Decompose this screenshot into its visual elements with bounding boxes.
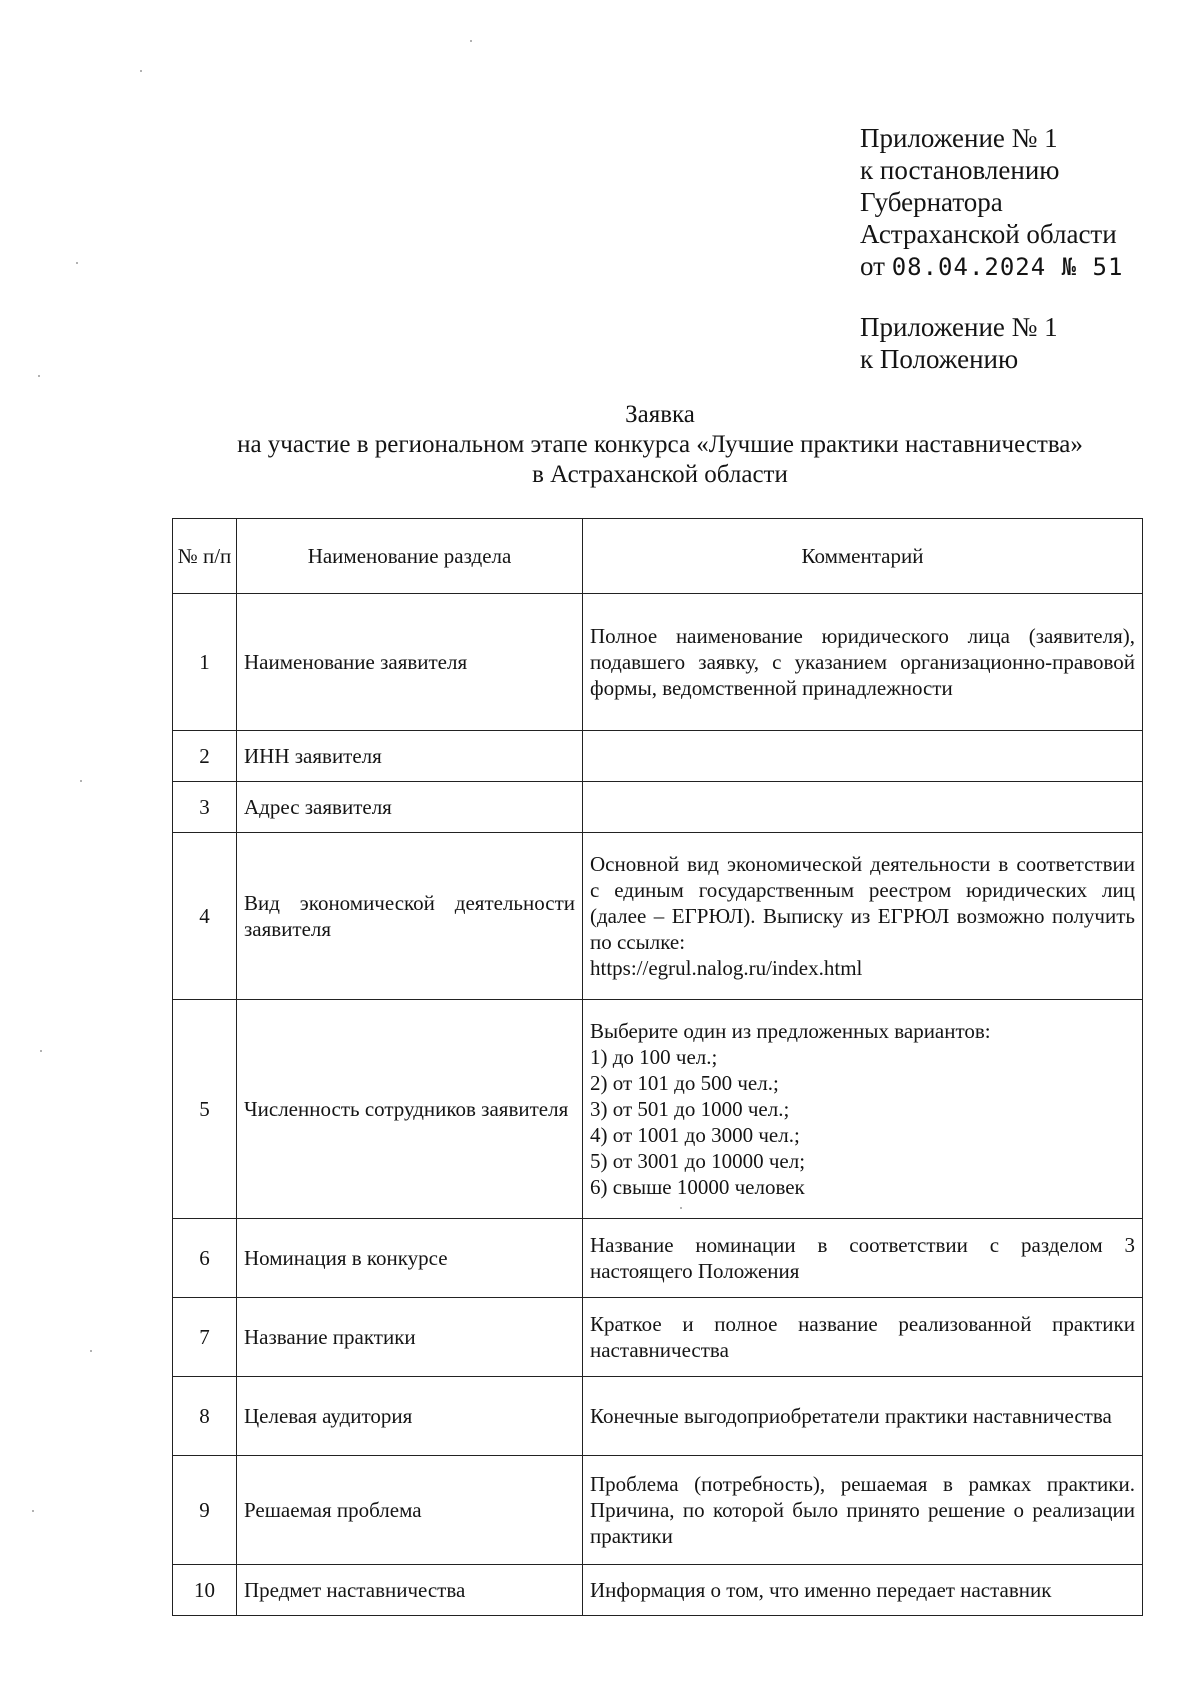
order-date-line bbox=[860, 250, 1123, 283]
table-row bbox=[173, 1377, 1143, 1456]
row-section-name: Вид экономической деятельности заявителя bbox=[237, 833, 583, 1000]
row-number: 3 bbox=[173, 782, 237, 833]
row-comment: Название номинации в соответствии с разделом 3 настоящего Положения bbox=[583, 1219, 1143, 1298]
row-comment: Проблема (потребность), решаемая в рамках практики. Причина, по которой было принято решение о реализации практики bbox=[583, 1456, 1143, 1565]
row-comment bbox=[583, 1000, 1143, 1219]
table-row bbox=[173, 1565, 1143, 1616]
scan-speck bbox=[32, 1510, 34, 1512]
appendix-line: Приложение № 1 bbox=[860, 123, 1058, 153]
row-number: 10 bbox=[173, 1565, 237, 1616]
row-comment bbox=[583, 731, 1143, 782]
row-section-name: ИНН заявителя bbox=[237, 731, 583, 782]
row-section-name: Название практики bbox=[237, 1298, 583, 1377]
row-number: 2 bbox=[173, 731, 237, 782]
row-number: 8 bbox=[173, 1377, 237, 1456]
comment-line: Выберите один из предложенных вариантов: bbox=[590, 1019, 991, 1043]
row-section-name: Адрес заявителя bbox=[237, 782, 583, 833]
option-item: 4) от 1001 до 3000 чел.; bbox=[590, 1123, 800, 1147]
row-number: 1 bbox=[173, 594, 237, 731]
row-number: 5 bbox=[173, 1000, 237, 1219]
appendix-line: Астраханской области bbox=[860, 219, 1117, 249]
comment-line: Основной вид экономической деятельности в соответствии с единым государственным реестром юридических лиц (далее – ЕГРЮЛ). Выписку из ЕГРЮЛ возможно получить по ссылке: bbox=[590, 852, 1135, 954]
option-item: 6) свыше 10000 человек bbox=[590, 1175, 805, 1199]
row-number: 4 bbox=[173, 833, 237, 1000]
row-comment bbox=[583, 833, 1143, 1000]
scan-speck bbox=[38, 375, 40, 377]
appendix-line: к Положению bbox=[860, 344, 1019, 374]
egrul-link: https://egrul.nalog.ru/index.html bbox=[590, 956, 863, 980]
appendix-to-regulation bbox=[860, 311, 1058, 375]
table-row bbox=[173, 1298, 1143, 1377]
title-line: в Астраханской области bbox=[532, 461, 788, 488]
row-section-name: Целевая аудитория bbox=[237, 1377, 583, 1456]
row-number: 6 bbox=[173, 1219, 237, 1298]
row-comment: Краткое и полное название реализованной практики наставничества bbox=[583, 1298, 1143, 1377]
scan-speck bbox=[90, 1350, 92, 1352]
document-title bbox=[160, 400, 1160, 490]
header-number: № п/п bbox=[173, 519, 237, 594]
appendix-line: Губернатора bbox=[860, 187, 1003, 217]
row-comment: Информация о том, что именно передает наставник bbox=[583, 1565, 1143, 1616]
option-item: 1) до 100 чел.; bbox=[590, 1045, 718, 1069]
table-row bbox=[173, 731, 1143, 782]
row-number: 7 bbox=[173, 1298, 237, 1377]
option-item: 5) от 3001 до 10000 чел; bbox=[590, 1149, 806, 1173]
scan-speck bbox=[140, 70, 142, 72]
row-section-name: Наименование заявителя bbox=[237, 594, 583, 731]
row-section-name: Численность сотрудников заявителя bbox=[237, 1000, 583, 1219]
table-row bbox=[173, 833, 1143, 1000]
appendix-line: к постановлению bbox=[860, 155, 1060, 185]
table-row bbox=[173, 1456, 1143, 1565]
scan-speck bbox=[470, 40, 472, 42]
option-item: 3) от 501 до 1000 чел.; bbox=[590, 1097, 790, 1121]
row-comment bbox=[583, 782, 1143, 833]
order-date-prefix: от bbox=[860, 251, 892, 281]
scan-speck bbox=[80, 780, 82, 782]
scan-speck bbox=[76, 262, 78, 264]
table-row bbox=[173, 782, 1143, 833]
row-section-name: Решаемая проблема bbox=[237, 1456, 583, 1565]
row-section-name: Предмет наставничества bbox=[237, 1565, 583, 1616]
row-comment: Конечные выгодоприобретатели практики наставничества bbox=[583, 1377, 1143, 1456]
row-comment: Полное наименование юридического лица (заявителя), подавшего заявку, с указанием организационно-правовой формы, ведомственной принадлежности bbox=[583, 594, 1143, 731]
option-item: 2) от 101 до 500 чел.; bbox=[590, 1071, 779, 1095]
row-section-name: Номинация в конкурсе bbox=[237, 1219, 583, 1298]
order-date-number: 08.04.2024 № 51 bbox=[891, 253, 1124, 281]
table-row bbox=[173, 594, 1143, 731]
application-form-table bbox=[172, 518, 1143, 1616]
table-header-row bbox=[173, 519, 1143, 594]
header-comment: Комментарий bbox=[583, 519, 1143, 594]
scan-speck bbox=[40, 1050, 42, 1052]
appendix-to-order bbox=[860, 122, 1123, 283]
row-number: 9 bbox=[173, 1456, 237, 1565]
table-row bbox=[173, 1219, 1143, 1298]
header-section-name: Наименование раздела bbox=[237, 519, 583, 594]
title-line: на участие в региональном этапе конкурса «Лучшие практики наставничества» bbox=[237, 431, 1083, 458]
title-line: Заявка bbox=[625, 401, 695, 428]
appendix-line: Приложение № 1 bbox=[860, 312, 1058, 342]
table-row bbox=[173, 1000, 1143, 1219]
